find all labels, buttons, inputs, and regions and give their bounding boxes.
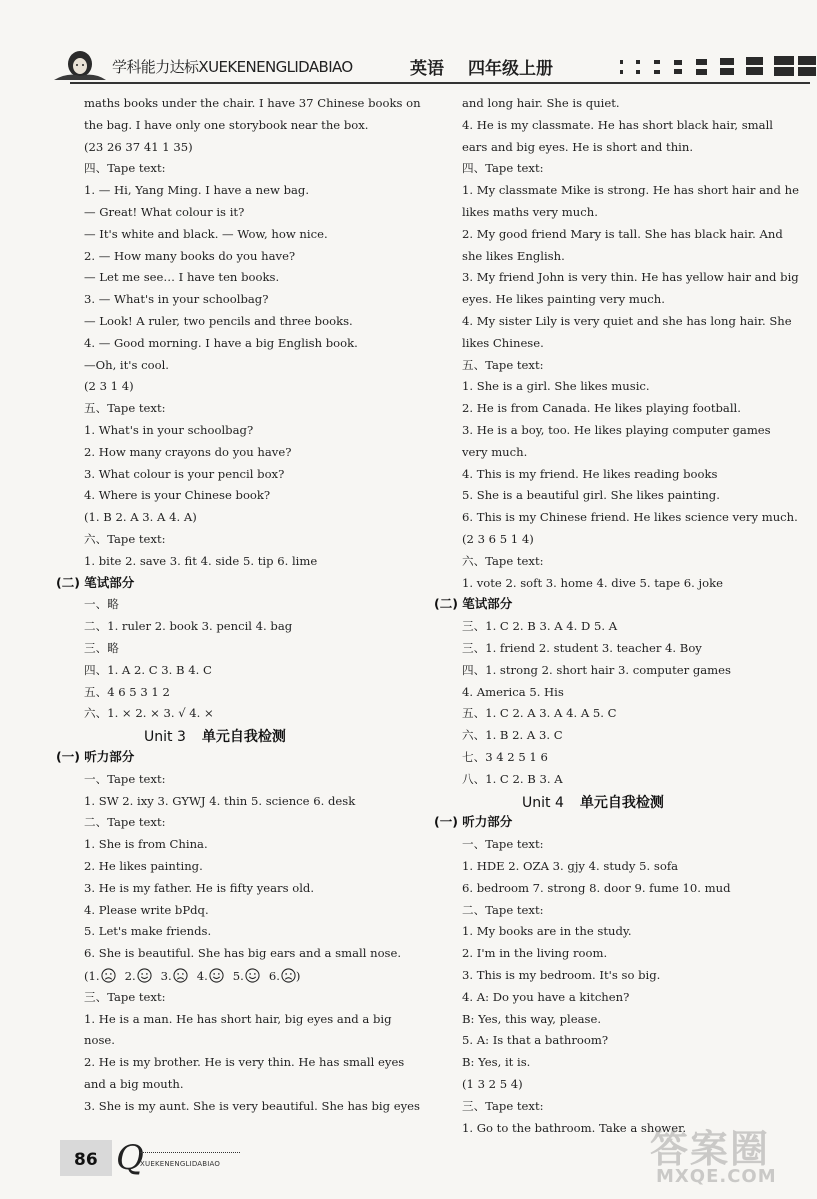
text-line: likes Chinese. [462, 336, 544, 350]
header-grade: 四年级上册 [468, 59, 553, 79]
unit-title: 单元自我检测 [579, 795, 664, 811]
watermark-line-2: MXQE.COM [656, 1166, 777, 1187]
text-line: maths books under the chair. I have 37 Chinese books on [84, 96, 421, 110]
text-line: 六、1. × 2. × 3. √ 4. × [84, 706, 214, 720]
text-line: 1. My classmate Mike is strong. He has short hair and he [462, 183, 799, 197]
text-line: 2. He likes painting. [84, 859, 203, 873]
text-line: 五、Tape text: [462, 358, 544, 372]
text-line: 6. This is my Chinese friend. He likes science very much. [462, 510, 798, 524]
text-line: 3. — What's in your schoolbag? [84, 292, 269, 306]
text-line: 2. He is from Canada. He likes playing football. [462, 401, 741, 415]
section-heading: (一) 听力部分 [434, 814, 513, 829]
text-line: 四、1. A 2. C 3. B 4. C [84, 663, 212, 677]
text-line: 3. She is my aunt. She is very beautiful. She has big eyes [84, 1099, 420, 1113]
page-footer [60, 1140, 310, 1190]
text-line: 一、略 [84, 597, 119, 611]
text-line: 5. A: Is that a bathroom? [462, 1033, 609, 1047]
text-line: 1. vote 2. soft 3. home 4. dive 5. tape 6. joke [462, 576, 723, 590]
text-line: 5. She is a beautiful girl. She likes painting. [462, 488, 720, 502]
text-line: 4. He is my classmate. He has short black hair, small [462, 118, 773, 132]
section-heading: (二) 笔试部分 [56, 575, 135, 590]
text-line: — Great! What colour is it? [84, 205, 245, 219]
faces-close-paren: ) [295, 969, 301, 983]
header-rule [70, 82, 810, 84]
text-line: she likes English. [462, 249, 565, 263]
text-line: 一、Tape text: [84, 772, 166, 786]
text-line: 3. He is my father. He is fifty years old. [84, 881, 315, 895]
text-line: 三、Tape text: [84, 990, 166, 1004]
text-line: 五、1. C 2. A 3. A 4. A 5. C [462, 706, 617, 720]
text-line: 4. This is my friend. He likes reading books [462, 467, 718, 481]
text-line: 4. Where is your Chinese book? [84, 488, 271, 502]
text-line: 2. — How many books do you have? [84, 249, 296, 263]
smiley-face-icon [137, 968, 152, 983]
header-decorative-marks [620, 56, 816, 78]
text-line: 2. I'm in the living room. [462, 946, 608, 960]
footer-logo-text: XUEKENENGLIDABIAO [140, 1160, 221, 1168]
page-number: 86 [74, 1150, 98, 1170]
sad-face-icon [173, 968, 188, 983]
text-line: 1. bite 2. save 3. fit 4. side 5. tip 6. lime [84, 554, 318, 568]
text-line: 5. Let's make friends. [84, 924, 212, 938]
text-line: 1. She is a girl. She likes music. [462, 379, 650, 393]
text-line: 1. My books are in the study. [462, 924, 632, 938]
section-heading: (二) 笔试部分 [434, 596, 513, 611]
text-line: 一、Tape text: [462, 837, 544, 851]
text-line: and long hair. She is quiet. [462, 96, 620, 110]
face-label: 5. [232, 969, 244, 983]
watermark-line-1: 答案圈 [650, 1127, 771, 1171]
text-line: and a big mouth. [84, 1077, 184, 1091]
text-line: 4. My sister Lily is very quiet and she has long hair. She [462, 314, 792, 328]
text-line: (1. B 2. A 3. A 4. A) [84, 510, 197, 524]
section-heading: (一) 听力部分 [56, 749, 135, 764]
text-line: 二、1. ruler 2. book 3. pencil 4. bag [84, 619, 293, 633]
footer-dots [140, 1152, 240, 1153]
text-line: 七、3 4 2 5 1 6 [462, 750, 548, 764]
text-line: 四、Tape text: [462, 161, 544, 175]
text-line: (2 3 6 5 1 4) [462, 532, 534, 546]
text-line: 二、Tape text: [84, 815, 166, 829]
text-line: 二、Tape text: [462, 903, 544, 917]
page-header [50, 44, 810, 84]
text-line: (2 3 1 4) [84, 379, 134, 393]
text-line: 四、1. strong 2. short hair 3. computer games [462, 663, 731, 677]
text-line: 4. — Good morning. I have a big English book. [84, 336, 358, 350]
text-line: — Look! A ruler, two pencils and three books. [84, 314, 353, 328]
text-line: 3. What colour is your pencil box? [84, 467, 285, 481]
text-line: 1. What's in your schoolbag? [84, 423, 254, 437]
text-line: 2. He is my brother. He is very thin. He has small eyes [84, 1055, 405, 1069]
unit-number: Unit 4 [522, 795, 564, 811]
text-line: 1. — Hi, Yang Ming. I have a new bag. [84, 183, 310, 197]
unit-heading [522, 796, 664, 810]
sad-face-icon [101, 968, 116, 983]
text-line: 三、1. C 2. B 3. A 4. D 5. A [462, 619, 618, 633]
text-line: 五、Tape text: [84, 401, 166, 415]
text-line: 3. He is a boy, too. He likes playing computer games [462, 423, 771, 437]
text-line: 3. My friend John is very thin. He has yellow hair and big [462, 270, 799, 284]
text-line: the bag. I have only one storybook near the box. [84, 118, 369, 132]
text-line: B: Yes, it is. [462, 1055, 531, 1069]
text-line: 6. She is beautiful. She has big ears and a small nose. [84, 946, 402, 960]
faces-open-paren: ( [84, 969, 89, 983]
text-line: 1. HDE 2. OZA 3. gjy 4. study 5. sofa [462, 859, 679, 873]
text-line: ears and big eyes. He is short and thin. [462, 140, 694, 154]
header-subject: 英语 [410, 59, 444, 79]
text-line: (23 26 37 41 1 35) [84, 140, 193, 154]
text-line: 1. She is from China. [84, 837, 208, 851]
text-line: nose. [84, 1033, 115, 1047]
text-line: 2. My good friend Mary is tall. She has black hair. And [462, 227, 783, 241]
unit-heading [144, 730, 286, 744]
face-label: 3. [160, 969, 172, 983]
text-line: 六、1. B 2. A 3. C [462, 728, 563, 742]
text-line: eyes. He likes painting very much. [462, 292, 665, 306]
text-line: — It's white and black. — Wow, how nice. [84, 227, 328, 241]
face-label: 2. [124, 969, 136, 983]
face-label: 1. [88, 969, 100, 983]
text-line: — Let me see… I have ten books. [84, 270, 280, 284]
text-line: 4. Please write bPdq. [84, 903, 209, 917]
text-line: 三、略 [84, 641, 119, 655]
sad-face-icon [281, 968, 296, 983]
smiley-face-icon [245, 968, 260, 983]
unit-title: 单元自我检测 [201, 729, 286, 745]
text-line: 八、1. C 2. B 3. A [462, 772, 563, 786]
text-line: (1 3 2 5 4) [462, 1077, 523, 1091]
text-line: 4. America 5. His [462, 685, 564, 699]
text-line: very much. [462, 445, 528, 459]
text-line: —Oh, it's cool. [84, 358, 169, 372]
text-line: 2. How many crayons do you have? [84, 445, 292, 459]
face-label: 4. [196, 969, 208, 983]
text-line: B: Yes, this way, please. [462, 1012, 602, 1026]
text-line: 1. SW 2. ixy 3. GYWJ 4. thin 5. science 6. desk [84, 794, 356, 808]
mascot-logo-icon [50, 48, 108, 82]
text-line: 六、Tape text: [462, 554, 544, 568]
text-line: likes maths very much. [462, 205, 598, 219]
text-line: 1. Go to the bathroom. Take a shower. [462, 1121, 687, 1135]
text-line: 4. A: Do you have a kitchen? [462, 990, 630, 1004]
text-line: 三、Tape text: [462, 1099, 544, 1113]
smiley-face-icon [209, 968, 224, 983]
text-line: 三、1. friend 2. student 3. teacher 4. Boy [462, 641, 702, 655]
text-line: 6. bedroom 7. strong 8. door 9. fume 10. mud [462, 881, 731, 895]
faces-answer-row [84, 968, 300, 983]
text-line: 3. This is my bedroom. It's so big. [462, 968, 661, 982]
footer-q-logo: Q [116, 1138, 144, 1178]
text-line: 五、4 6 5 3 1 2 [84, 685, 170, 699]
unit-number: Unit 3 [144, 729, 186, 745]
site-watermark [640, 1118, 810, 1194]
text-line: 六、Tape text: [84, 532, 166, 546]
text-line: 四、Tape text: [84, 161, 166, 175]
face-label: 6. [268, 969, 280, 983]
header-brand: 学科能力达标XUEKENENGLIDABIAO [112, 58, 353, 76]
text-line: 1. He is a man. He has short hair, big eyes and a big [84, 1012, 392, 1026]
